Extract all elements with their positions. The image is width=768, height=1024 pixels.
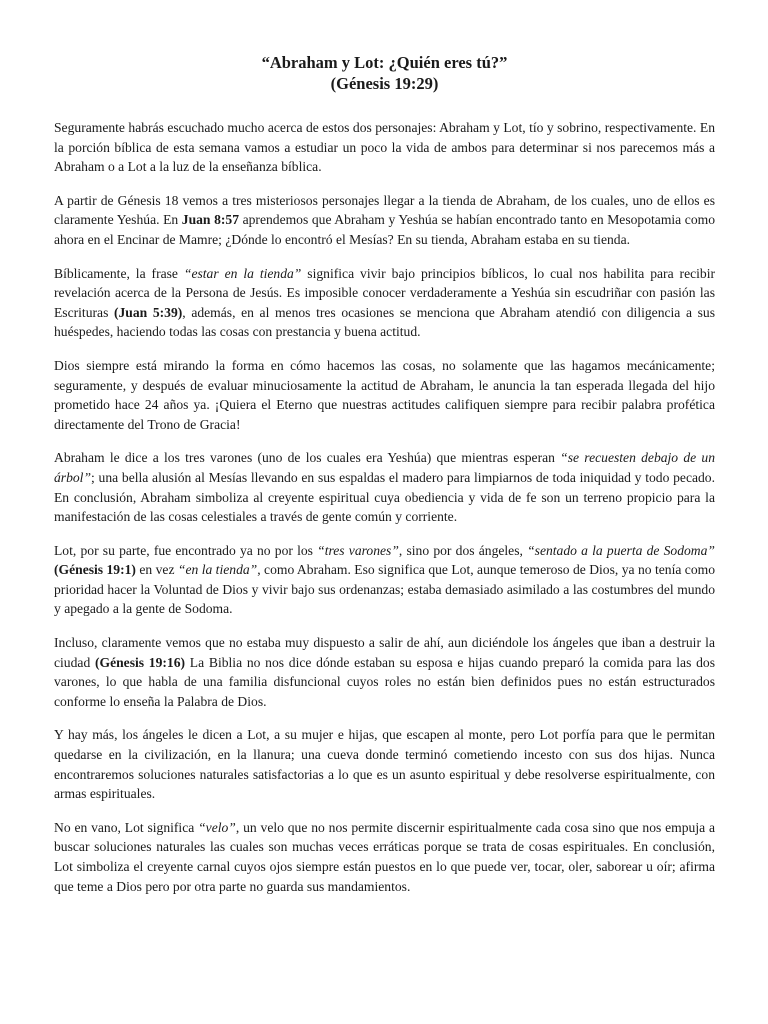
paragraph-9 — [54, 818, 715, 896]
scripture-reference: (Génesis 19:16) — [94, 654, 186, 670]
text-run: Incluso, claramente vemos que no estaba muy dispuesto a salir de ahí, aun diciéndole los ángeles que iban a destruir la ciudad — [54, 635, 715, 670]
quoted-phrase: “sentado a la puerta de Sodoma” — [527, 542, 715, 558]
text-run: , además, en al menos tres ocasiones se menciona que Abraham atendió con diligencia a sus huéspedes, haciendo todas las cosas con prestancia y buena actitud. — [54, 304, 715, 340]
quoted-phrase: “velo” — [198, 819, 236, 835]
paragraph-6 — [54, 541, 715, 619]
paragraph-3 — [54, 264, 715, 342]
text-run: Y hay más, los ángeles le dicen a Lot, a su mujer e hijas, que escapen al monte, pero Lot porfía para que le permitan quedarse en la civilización, en la llanura; una cueva donde terminó cometiendo incesto con sus dos hijas. Nunca encontraremos soluciones naturales satisfactorias a lo que es un asunto espiritual y debe resolverse espiritualmente, con armas espirituales. — [54, 727, 715, 802]
quoted-phrase: “tres varones” — [317, 542, 399, 558]
paragraph-1 — [54, 118, 715, 177]
text-run: ; una bella alusión al Mesías llevando en sus espaldas el madero para limpiarnos de toda iniquidad y todo pecado. En conclusión, Abraham simboliza al creyente espiritual cuya obediencia y vida de fe son un terreno propicio para la manifestación de las cosas celestiales a través de gente común y corriente. — [54, 469, 715, 525]
paragraph-2 — [54, 191, 715, 250]
text-run: , como Abraham. Eso significa que Lot, aunque temeroso de Dios, ya no tenía como prioridad hacer la Voluntad de Dios y vivir bajo sus ordenanzas; estaba demasiado asimilado a las costumbres del mundo y apegado a la gente de Sodoma. — [54, 562, 715, 617]
text-run: Lot, por su parte, fue encontrado ya no por los — [54, 542, 318, 558]
text-run: Dios siempre está mirando la forma en cómo hacemos las cosas, no solamente que las hagamos mecánicamente; seguramente, y después de evaluar minuciosamente la actitud de Abraham, le anuncia la tan esperada llegada del hijo prometido hace 24 años ya. ¡Quiera el Eterno que nuestras actitudes califiquen siempre para recibir palabra profética directamente del Trono de Gracia! — [54, 357, 715, 432]
text-run: La Biblia no nos dice dónde estaban su esposa e hijas cuando preparó la comida para las dos varones, lo que habla de una familia disfuncional cuyos roles no están bien definidos pues no están estructurados conforme lo enseña la Palabra de Dios. — [54, 654, 716, 709]
text-run: Abraham le dice a los tres varones (uno de los cuales era Yeshúa) que mientras esperan — [54, 450, 561, 466]
text-run: Bíblicamente, la frase — [54, 265, 184, 281]
quoted-phrase: “estar en la tienda” — [183, 265, 302, 281]
scripture-reference: (Génesis 19:1) — [54, 562, 136, 578]
paragraph-8 — [54, 725, 715, 803]
scripture-reference: Juan 8:57 — [181, 212, 239, 228]
document-title: “Abraham y Lot: ¿Quién eres tú?” — [261, 53, 508, 72]
title-block — [54, 52, 715, 94]
text-run: aprendemos que Abraham y Yeshúa se habían encontrado tanto en Mesopotamia como ahora en el Encinar de Mamre; ¿Dónde lo encontró el Mesías? En su tienda, Abraham estaba en su tienda. — [54, 212, 715, 247]
quoted-phrase: “en la tienda” — [177, 562, 258, 578]
text-run: No en vano, Lot significa — [54, 819, 199, 835]
text-run: en vez — [135, 562, 178, 578]
text-run: significa vivir bajo principios bíblicos, lo cual nos habilita para recibir revelación acerca de la Persona de Jesús. Es imposible conocer verdaderamente a Yeshúa sin escudriñar con pasión las Escrituras — [54, 265, 716, 320]
text-run: A partir de Génesis 18 vemos a tres misteriosos personajes llegar a la tienda de Abraham, de los cuales, uno de ellos es claramente Yeshúa. En — [54, 192, 715, 228]
text-run: , sino por dos ángeles, — [398, 542, 528, 558]
scripture-reference: (Juan 5:39) — [113, 304, 183, 320]
document-subtitle: (Génesis 19:29) — [330, 74, 439, 93]
paragraph-4 — [54, 356, 715, 434]
text-run: , un velo que no nos permite discernir espiritualmente cada cosa sino que nos empuja a buscar soluciones naturales las cuales son muchas veces erráticas porque se trata de cosas espirituales. En conclusión, Lot simboliza el creyente carnal cuyos ojos siempre están puestos en lo que puede ver, tocar, oler, saborear u oír; afirma que teme a Dios pero por otra parte no guarda sus mandamientos. — [54, 819, 715, 894]
document-page — [54, 52, 715, 910]
quoted-phrase: “se recuesten debajo de un árbol” — [54, 450, 716, 485]
paragraph-5 — [54, 448, 715, 526]
paragraph-7 — [54, 633, 715, 711]
text-run: Seguramente habrás escuchado mucho acerca de estos dos personajes: Abraham y Lot, tío y sobrino, respectivamente. En la porción bíblica de esta semana vamos a estudiar un poco la vida de ambos para determinar si nos parecemos más a Abraham o a Lot a la luz de la enseñanza bíblica. — [54, 120, 715, 175]
